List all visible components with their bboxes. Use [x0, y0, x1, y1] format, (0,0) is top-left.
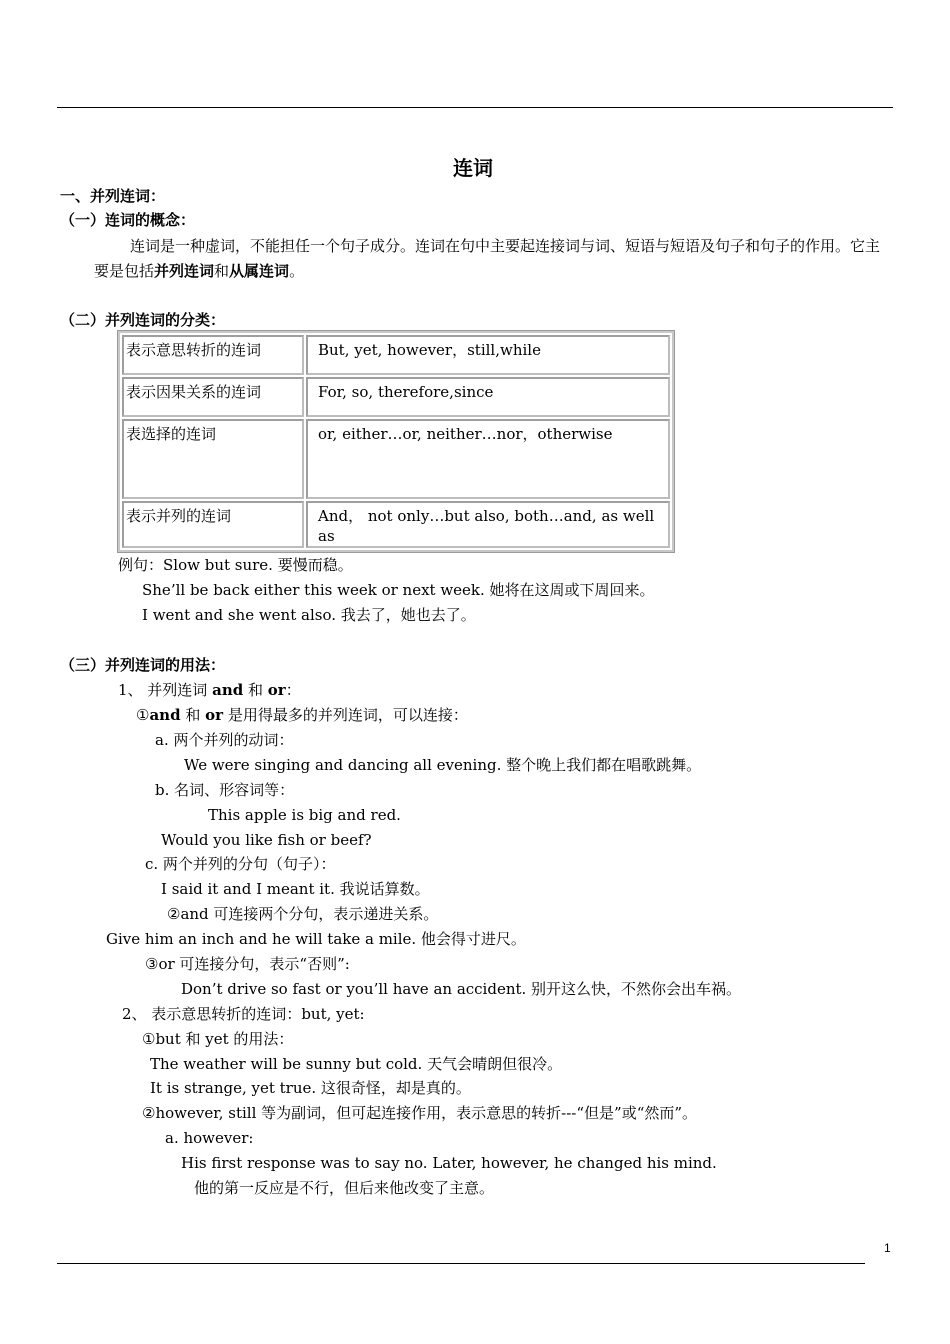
usage-point: ①and 和 or 是用得最多的并列连词，可以连接： — [136, 706, 468, 724]
usage-sublabel: a. 两个并列的动词： — [155, 731, 294, 749]
example-line: The weather will be sunny but cold. 天气会晴朗但很冷。 — [150, 1055, 563, 1073]
table-cell-category: 表选择的连词 — [122, 419, 304, 499]
usage-heading-1: 1、 并列连词 and 和 or： — [118, 681, 301, 699]
concept-paragraph: 连词是一种虚词，不能担任一个句子成分。连词在句中主要起连接词与词、短语与短语及句子和句子的作用。它主要是包括并列连词和从属连词。 — [94, 237, 881, 280]
example-line: Would you like fish or beef? — [161, 831, 372, 849]
table-cell-category: 表示因果关系的连词 — [122, 377, 304, 417]
page-title: 连词 — [453, 156, 493, 180]
conjunction-table — [118, 331, 674, 552]
table-cell-words: or, either…or, neither…nor，otherwise — [306, 419, 670, 499]
example-line: His first response was to say no. Later, however, he changed his mind. — [181, 1154, 717, 1172]
usage-heading-2: 2、 表示意思转折的连词：but, yet: — [122, 1005, 365, 1023]
example-line: I said it and I meant it. 我说话算数。 — [161, 880, 430, 898]
section-heading-1: 一、并列连词： — [60, 187, 166, 205]
usage-sublabel: c. 两个并列的分句（句子）： — [145, 855, 336, 873]
example-line: It is strange, yet true. 这很奇怪，却是真的。 — [150, 1079, 471, 1097]
usage-point: ②however, still 等为副词，但可起连接作用，表示意思的转折---“但是”或“然而”。 — [142, 1104, 698, 1122]
table-row — [122, 377, 670, 417]
subsection-heading-usage: （三）并列连词的用法： — [60, 656, 226, 674]
example-line: Give him an inch and he will take a mile. 他会得寸进尺。 — [106, 930, 526, 948]
footer-rule — [57, 1263, 865, 1264]
table-cell-category: 表示意思转折的连词 — [122, 335, 304, 375]
usage-sublabel: a. however: — [165, 1129, 254, 1147]
table-cell-words: But, yet, however，still,while — [306, 335, 670, 375]
table-cell-words: For, so, therefore,since — [306, 377, 670, 417]
table-row — [122, 419, 670, 499]
usage-point: ②and 可连接两个分句，表示递进关系。 — [167, 905, 439, 923]
table-row — [122, 335, 670, 375]
example-line: I went and she went also. 我去了，她也去了。 — [142, 606, 476, 624]
example-line: 例句：Slow but sure. 要慢而稳。 — [118, 556, 353, 574]
table-row — [122, 501, 670, 548]
subsection-heading-concept: （一）连词的概念： — [60, 211, 196, 229]
example-line: This apple is big and red. — [208, 806, 401, 824]
example-line: Don’t drive so fast or you’ll have an accident. 别开这么快，不然你会出车祸。 — [181, 980, 742, 998]
subsection-heading-classification: （二）并列连词的分类： — [60, 311, 226, 329]
example-line: 他的第一反应是不行，但后来他改变了主意。 — [194, 1179, 495, 1197]
page-number: 1 — [884, 1241, 891, 1255]
table-cell-words: And， not only…but also, both…and, as well as — [306, 501, 670, 548]
header-rule — [57, 107, 893, 108]
usage-sublabel: b. 名词、形容词等： — [155, 781, 295, 799]
usage-point: ③or 可连接分句，表示“否则”: — [145, 955, 350, 973]
example-line: We were singing and dancing all evening. 整个晚上我们都在唱歌跳舞。 — [184, 756, 702, 774]
usage-point: ①but 和 yet 的用法： — [142, 1030, 294, 1048]
example-line: She’ll be back either this week or next week. 她将在这周或下周回来。 — [142, 581, 655, 599]
table-cell-category: 表示并列的连词 — [122, 501, 304, 548]
